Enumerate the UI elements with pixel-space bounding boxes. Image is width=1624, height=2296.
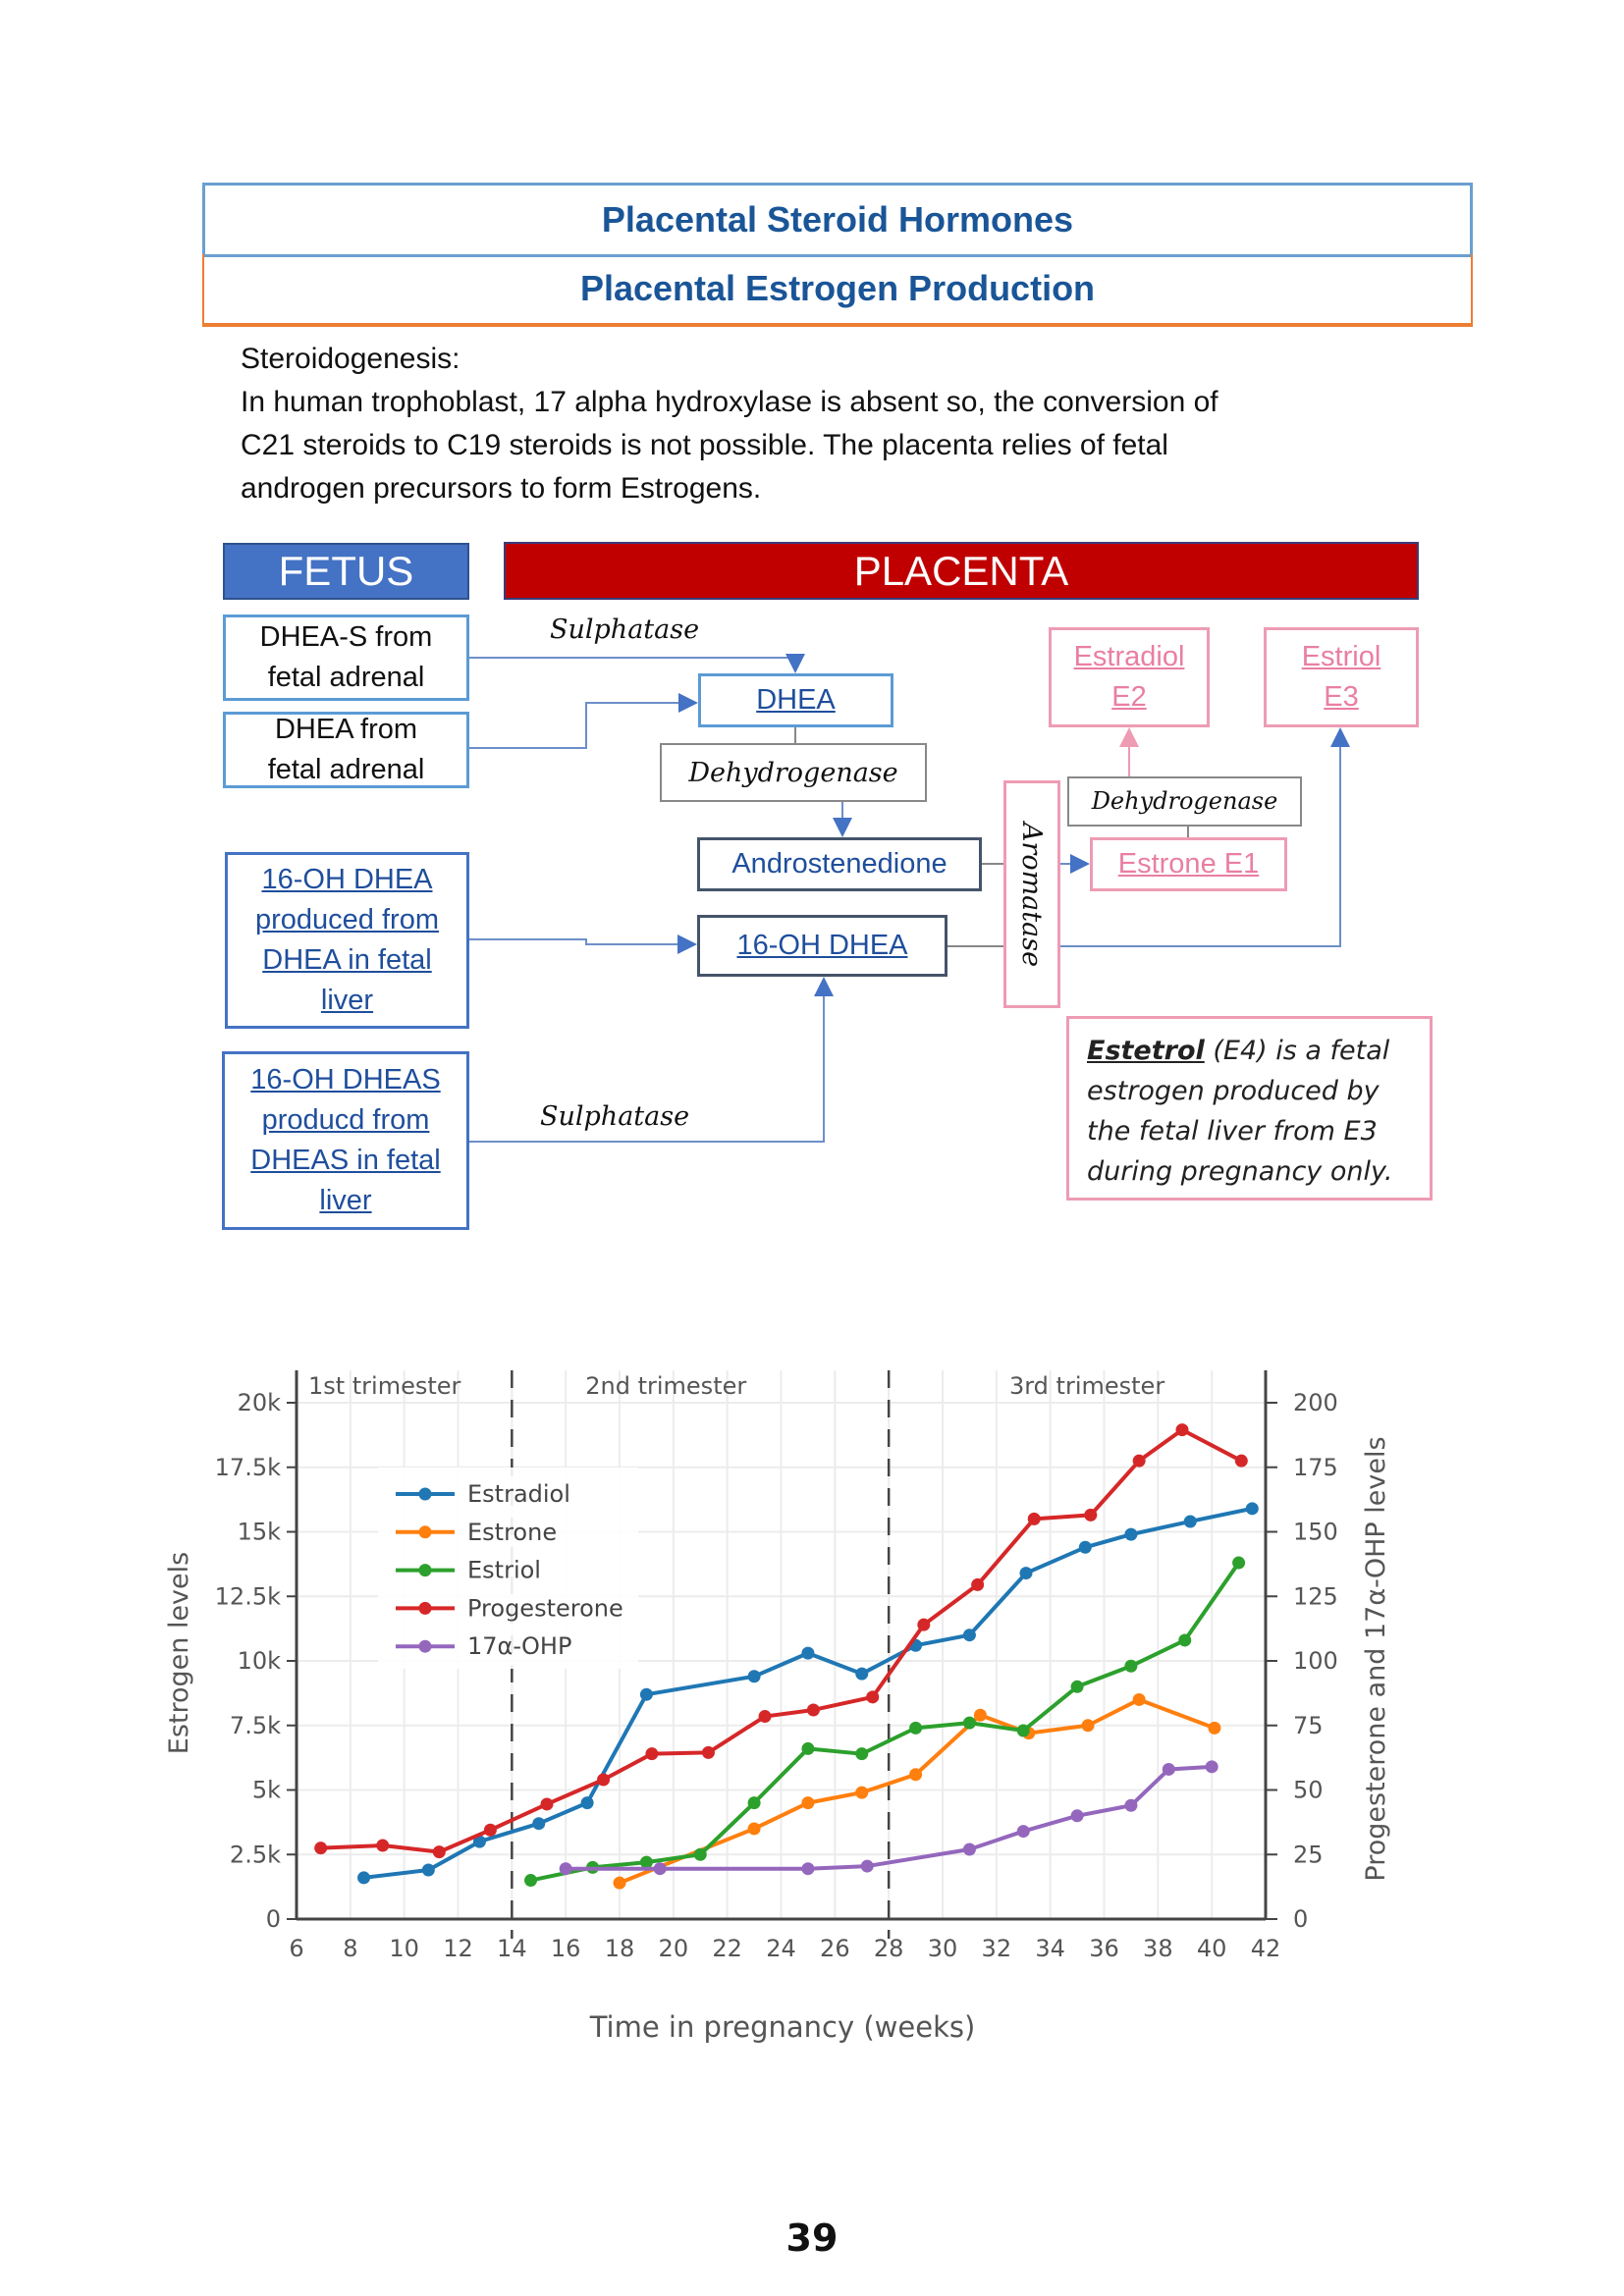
x-tick-label: 24 xyxy=(766,1935,796,1962)
legend-marker xyxy=(419,1602,432,1615)
x-tick-label: 6 xyxy=(289,1935,304,1962)
data-point xyxy=(376,1840,389,1852)
x-tick-label: 8 xyxy=(343,1935,358,1962)
data-point xyxy=(1235,1455,1248,1468)
data-point xyxy=(1028,1513,1041,1525)
data-point xyxy=(748,1670,761,1682)
data-point xyxy=(748,1796,761,1809)
data-point xyxy=(1071,1681,1084,1693)
data-point xyxy=(524,1874,537,1887)
y-tick-label: 15k xyxy=(237,1518,281,1546)
page-number: 39 xyxy=(785,2216,839,2260)
trimester-label: 2nd trimester xyxy=(585,1372,747,1400)
y-axis-title: Estrogen levels xyxy=(164,1551,194,1755)
legend-marker xyxy=(419,1525,432,1538)
source-text: 16-OH DHEA produced from DHEA in fetal liver xyxy=(255,864,439,1016)
data-point xyxy=(1124,1528,1137,1541)
data-point xyxy=(640,1856,653,1869)
product-code: E2 xyxy=(1111,681,1147,713)
data-point xyxy=(433,1845,446,1858)
data-point xyxy=(861,1860,874,1873)
data-point xyxy=(801,1742,814,1755)
y-tick-label: 7.5k xyxy=(229,1711,281,1739)
y2-tick-label: 125 xyxy=(1293,1582,1338,1611)
data-point xyxy=(560,1862,572,1875)
data-point xyxy=(1206,1760,1218,1773)
product-estrone xyxy=(1090,837,1287,891)
data-point xyxy=(532,1817,545,1830)
data-point xyxy=(855,1747,868,1760)
x-tick-label: 22 xyxy=(712,1935,742,1962)
data-point xyxy=(597,1773,610,1786)
data-point xyxy=(1084,1509,1097,1522)
enzyme-text: Aromatase xyxy=(1016,822,1048,967)
data-point xyxy=(917,1619,930,1631)
data-point xyxy=(581,1796,594,1809)
node-text: 16-OH DHEA xyxy=(736,930,908,961)
data-point xyxy=(654,1862,667,1875)
x-tick-label: 36 xyxy=(1089,1935,1119,1962)
enzyme-dehydrogenase-right xyxy=(1067,776,1302,827)
arrow-dheas-to-dhea xyxy=(469,658,795,671)
data-point xyxy=(645,1747,658,1760)
data-point xyxy=(484,1824,497,1837)
y2-tick-label: 150 xyxy=(1293,1518,1338,1546)
intro-line: androgen precursors to form Estrogens. xyxy=(241,472,762,505)
x-tick-label: 34 xyxy=(1035,1935,1065,1962)
y-tick-label: 17.5k xyxy=(214,1453,281,1481)
placenta-banner xyxy=(504,542,1419,600)
data-point xyxy=(1017,1725,1030,1737)
data-point xyxy=(1124,1799,1137,1812)
fetus-label: FETUS xyxy=(278,548,414,594)
source-text: DHEA-S from fetal adrenal xyxy=(259,621,433,693)
legend-label: Estriol xyxy=(467,1556,541,1584)
fetus-banner xyxy=(223,543,469,600)
enzyme-sulphatase-top: Sulphatase xyxy=(550,614,700,645)
data-point xyxy=(422,1864,435,1877)
data-point xyxy=(1232,1557,1245,1570)
data-point xyxy=(807,1703,820,1716)
section-subtitle-text: Placental Estrogen Production xyxy=(579,268,1096,308)
estetrol-note xyxy=(1066,1016,1433,1201)
y2-tick-label: 0 xyxy=(1293,1905,1309,1933)
data-point xyxy=(1082,1719,1095,1732)
intro-heading: Steroidogenesis: xyxy=(241,343,460,375)
x-tick-label: 26 xyxy=(820,1935,850,1962)
data-point xyxy=(1184,1515,1197,1527)
trimester-label: 3rd trimester xyxy=(1008,1372,1165,1400)
x-tick-label: 28 xyxy=(873,1935,904,1962)
data-point xyxy=(971,1578,984,1591)
data-point xyxy=(855,1787,868,1799)
x-tick-label: 42 xyxy=(1250,1935,1281,1962)
x-tick-label: 32 xyxy=(981,1935,1012,1962)
x-tick-label: 40 xyxy=(1196,1935,1227,1962)
data-point xyxy=(963,1842,976,1855)
data-point xyxy=(855,1668,868,1681)
product-text: Estradiol xyxy=(1073,641,1185,672)
x-tick-label: 30 xyxy=(927,1935,958,1962)
data-point xyxy=(1017,1825,1030,1838)
placenta-label: PLACENTA xyxy=(853,547,1069,594)
data-point xyxy=(702,1746,715,1759)
legend-label: Progesterone xyxy=(467,1594,623,1623)
data-point xyxy=(640,1688,653,1701)
product-estradiol xyxy=(1049,627,1210,727)
data-point xyxy=(1124,1660,1137,1673)
section-title-text: Placental Steroid Hormones xyxy=(601,199,1074,240)
y2-tick-label: 75 xyxy=(1293,1711,1324,1739)
y2-tick-label: 100 xyxy=(1293,1647,1338,1675)
source-16oh-dhea-liver xyxy=(225,852,469,1029)
hormone-levels-chart xyxy=(0,1345,1624,2071)
arrow-dhea-to-dhea xyxy=(469,703,696,748)
data-point xyxy=(759,1710,772,1723)
enzyme-dehydrogenase-left xyxy=(660,743,927,802)
data-point xyxy=(974,1709,987,1722)
y2-tick-label: 25 xyxy=(1293,1841,1324,1869)
data-point xyxy=(1133,1693,1146,1706)
legend-marker xyxy=(419,1564,432,1576)
source-text: 16-OH DHEAS producd from DHEAS in fetal liver xyxy=(250,1064,441,1216)
data-point xyxy=(1178,1633,1191,1646)
data-point xyxy=(1208,1722,1220,1735)
data-point xyxy=(909,1768,922,1781)
data-point xyxy=(1246,1502,1259,1515)
product-text: Estrone E1 xyxy=(1117,848,1260,880)
node-dhea xyxy=(698,673,893,727)
data-point xyxy=(314,1842,327,1854)
data-point xyxy=(357,1871,370,1884)
source-text: DHEA from fetal adrenal xyxy=(267,714,425,785)
x-tick-label: 12 xyxy=(443,1935,473,1962)
legend-label: Estrone xyxy=(467,1518,558,1546)
product-text: Estriol xyxy=(1301,641,1381,672)
y-tick-label: 5k xyxy=(251,1776,281,1804)
data-point xyxy=(1071,1809,1084,1822)
legend-marker xyxy=(419,1640,432,1653)
data-point xyxy=(909,1722,922,1735)
data-point xyxy=(801,1796,814,1809)
x-tick-label: 16 xyxy=(550,1935,581,1962)
product-code: E3 xyxy=(1324,681,1359,713)
node-text: DHEA xyxy=(756,684,836,716)
data-point xyxy=(1133,1455,1146,1468)
y2-tick-label: 200 xyxy=(1293,1389,1338,1416)
y-tick-label: 10k xyxy=(237,1647,281,1675)
x-tick-label: 20 xyxy=(658,1935,689,1962)
y2-axis-title: Progesterone and 17α-OHP levels xyxy=(1361,1436,1391,1882)
intro-line: In human trophoblast, 17 alpha hydroxylase is absent so, the conversion of xyxy=(241,386,1218,418)
data-point xyxy=(1079,1541,1092,1554)
note-term: Estetrol xyxy=(1087,1036,1205,1066)
y2-tick-label: 50 xyxy=(1293,1776,1324,1804)
data-point xyxy=(1019,1567,1032,1579)
trimester-label: 1st trimester xyxy=(307,1372,461,1400)
node-16oh-dhea xyxy=(697,915,947,977)
data-point xyxy=(1176,1423,1189,1436)
enzyme-text: Dehydrogenase xyxy=(688,757,898,788)
x-tick-label: 18 xyxy=(604,1935,635,1962)
source-dheas-adrenal xyxy=(223,614,469,701)
legend-label: Estradiol xyxy=(467,1480,570,1508)
legend-marker xyxy=(419,1488,432,1501)
data-point xyxy=(614,1877,626,1890)
enzyme-text: Dehydrogenase xyxy=(1091,787,1278,815)
enzyme-sulphatase-bottom: Sulphatase xyxy=(540,1101,690,1132)
data-point xyxy=(540,1797,553,1810)
data-point xyxy=(866,1690,879,1703)
data-point xyxy=(963,1629,976,1641)
x-tick-label: 10 xyxy=(389,1935,419,1962)
y-tick-label: 20k xyxy=(237,1389,281,1416)
node-androstenedione xyxy=(697,837,982,891)
arrow-16oh-to-16oh xyxy=(469,939,695,944)
y2-tick-label: 175 xyxy=(1293,1453,1338,1481)
source-dhea-adrenal xyxy=(223,712,469,788)
data-point xyxy=(801,1862,814,1875)
y-tick-label: 0 xyxy=(265,1905,281,1933)
y-tick-label: 2.5k xyxy=(229,1841,281,1869)
legend-label: 17α-OHP xyxy=(467,1632,572,1661)
note-text: (E4) is a fetal estrogen produced by the fetal liver from E3 during pregnancy only. xyxy=(1087,1036,1393,1187)
data-point xyxy=(694,1848,707,1861)
data-point xyxy=(748,1822,761,1835)
node-text: Androstenedione xyxy=(731,848,947,880)
data-point xyxy=(963,1717,976,1730)
source-16oh-dheas-liver xyxy=(222,1051,469,1230)
enzyme-aromatase xyxy=(1003,780,1060,1008)
intro-line: C21 steroids to C19 steroids is not possible. The placenta relies of fetal xyxy=(241,429,1168,461)
product-estriol xyxy=(1264,627,1419,727)
x-tick-label: 38 xyxy=(1143,1935,1173,1962)
x-tick-label: 14 xyxy=(497,1935,527,1962)
x-axis-title: Time in pregnancy (weeks) xyxy=(589,2010,976,2044)
data-point xyxy=(1163,1763,1175,1776)
y-tick-label: 12.5k xyxy=(214,1582,281,1611)
data-point xyxy=(801,1647,814,1660)
